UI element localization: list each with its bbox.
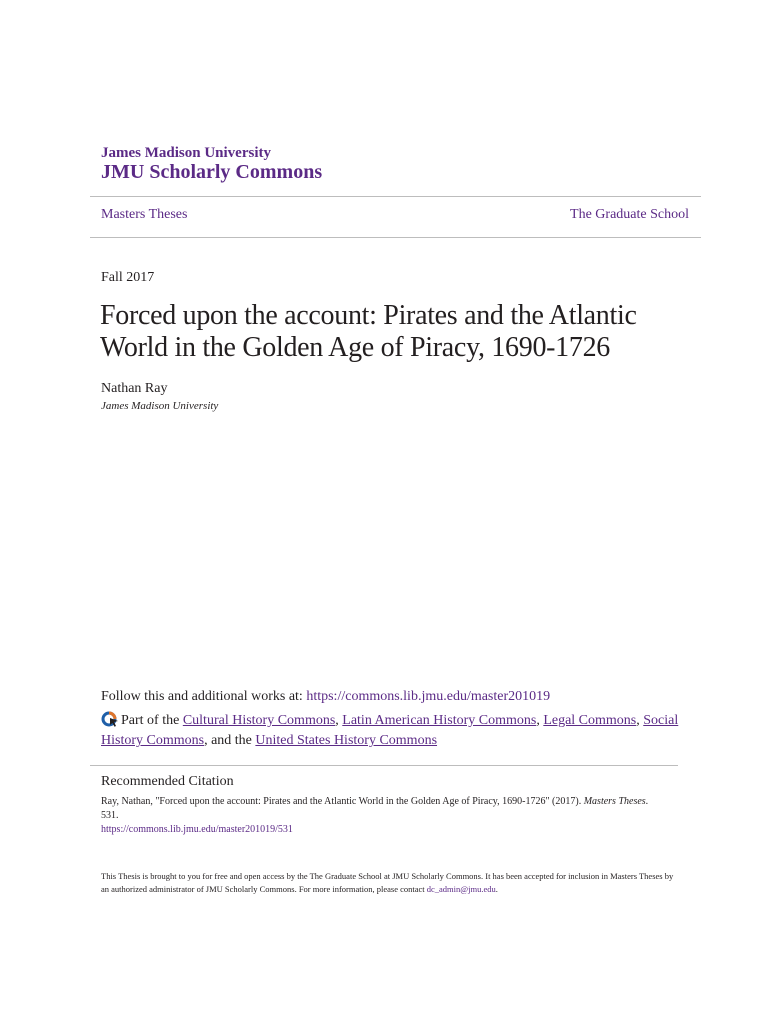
separator: , <box>636 713 640 728</box>
series-link[interactable]: Masters Theses <box>101 207 188 222</box>
thesis-title <box>100 300 700 364</box>
contact-email-link[interactable]: dc_admin@jmu.edu <box>426 884 496 894</box>
citation-number: . 531. <box>101 796 649 821</box>
repository-link[interactable]: JMU Scholarly Commons <box>101 161 323 183</box>
cultural-history-commons-link[interactable]: Cultural History Commons <box>182 713 336 728</box>
social-history-commons-link[interactable]: Social History Commons <box>101 713 679 748</box>
author-name: Nathan Ray <box>101 381 168 396</box>
follow-line <box>101 689 550 705</box>
school-link[interactable]: The Graduate School <box>570 207 689 222</box>
part-of-prefix: Part of the <box>121 713 180 728</box>
nav-divider <box>90 237 701 238</box>
separator: , <box>335 713 339 728</box>
united-states-history-commons-link[interactable]: United States History Commons <box>255 733 438 748</box>
author-affiliation: James Madison University <box>101 400 219 412</box>
citation-body <box>101 795 661 837</box>
citation-text: Ray, Nathan, "Forced upon the account: Pirates and the Atlantic World in the Golden Age of Piracy, 1690-1726" (2017). <box>101 796 582 807</box>
access-text: This Thesis is brought to you for free and open access by the The Graduate School at JMU Scholarly Commons. It has been accepted for inclusion in Masters Theses by an authorized administrator of JMU Scholarly Commons. For more information, please contact <box>101 871 674 894</box>
citation-heading: Recommended Citation <box>101 774 234 789</box>
university-name: James Madison University <box>101 145 271 161</box>
top-divider <box>90 196 701 197</box>
part-of-disciplines <box>101 711 681 751</box>
and-the-text: , and the <box>204 733 252 748</box>
title-line-1: Forced upon the account: Pirates and the Atlantic <box>100 300 637 331</box>
citation-divider <box>90 765 678 766</box>
separator: , <box>536 713 540 728</box>
network-pointer-icon <box>101 711 119 727</box>
follow-url-link[interactable]: https://commons.lib.jmu.edu/master201019 <box>306 689 551 704</box>
footer-period: . <box>495 884 498 894</box>
latin-american-history-commons-link[interactable]: Latin American History Commons <box>342 713 537 728</box>
access-statement <box>101 870 681 896</box>
legal-commons-link[interactable]: Legal Commons <box>543 713 637 728</box>
follow-label: Follow this and additional works at: <box>101 689 303 704</box>
citation-series: Masters Theses <box>583 796 646 807</box>
title-line-2: World in the Golden Age of Piracy, 1690-1726 <box>100 332 610 363</box>
citation-url-link[interactable]: https://commons.lib.jmu.edu/master201019/531 <box>101 824 293 835</box>
publication-date: Fall 2017 <box>101 270 155 285</box>
